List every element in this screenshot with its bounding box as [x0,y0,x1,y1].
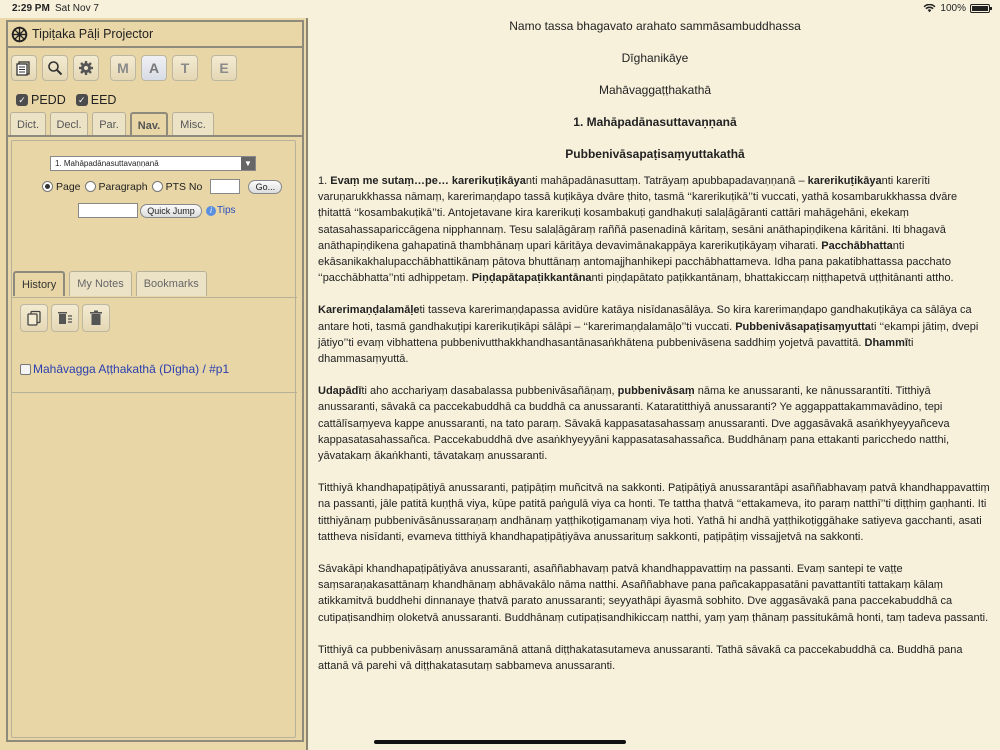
status-bar [0,0,1000,18]
delete-all-button[interactable] [82,304,110,332]
doc-paragraph-6: Titthiyā ca pubbenivāsaṃ anussaramānā attanā diṭṭhakatasutameva anussaranti. Tathā sāvakā ca paccekabuddhā ca. Buddhā pana attanā vā parehi vā diṭṭhakatasutaṃ sabbameva anussaranti. [318,643,963,673]
trash-icon [88,310,104,326]
doc-heading-1: Dīghanikāye [621,51,689,65]
para-bold: Pacchābhatta [821,239,893,252]
para-bold: Evaṃ me sutaṃ…pe… karerikuṭikāya [330,175,526,187]
radio-paragraph-label: Paragraph [98,180,148,193]
radio-pts-label: PTS No [165,180,203,193]
search-button[interactable] [42,55,68,81]
go-button[interactable]: Go... [248,180,282,194]
sutta-select-value: 1. Mahāpadānasuttavaṇṇanā [55,159,159,168]
status-time: 2:29 PM [12,3,50,14]
tab-decl[interactable]: Decl. [50,112,88,136]
para-text: 1. [318,175,331,187]
sidebar [0,18,308,750]
tab-nav[interactable]: Nav. [130,112,168,137]
tab-my-notes[interactable]: My Notes [69,271,131,296]
nav-panel [8,135,302,742]
quick-jump-input[interactable] [78,203,138,218]
check-icon: ✓ [76,94,88,106]
doc-heading-3: 1. Mahāpadānasuttavaṇṇanā [573,115,737,129]
para-text: ti tasseva karerimaṇḍapassa avidūre katāya nisīdanasālāya. So kira karerimaṇḍapo gandhakuṭikāya ca sālāya ca antare hoti, tasmā gandhakuṭipi karerikuṭikāpi sālāpi – ‘‘karerimaṇḍalamāḷo’’ti vuccati. [318,304,972,333]
para-text: ti dhammasaṃyuttā. [318,336,914,366]
gear-icon [78,60,94,76]
para-text: nāma ke anussaranti, ke nānussarantīti. Titthiyā anussaranti, sāvakā ca paccekabuddhā ca buddhā ca anussaranti. Kataratitthiyā anussaranti? Ye aggappattakammavādino, tepi cattālīsaṃyeva kappe anussaranti, na tato paraṃ. Sāvakā kappasatasahassaṃ anussaranti. Dve aggasāvakā asaṅkhyeyyañceva kappasatasahassañca. Paccekabuddhā dve asaṅkhyeyyāni kappasatasahassañca. Buddhānaṃ pana ettakanti paricchedo natthi, yāvatakaṃ ākaṅkhanti, tāvatakaṃ anussaranti. [318,385,950,463]
pedd-checkbox[interactable] [16,93,66,107]
history-item[interactable] [20,362,229,376]
para-text: nti mahāpadānasuttaṃ. Tatrāyaṃ apubbapadavaṇṇanā – [525,175,808,187]
info-icon: i [206,206,216,216]
status-right [923,3,990,14]
tab-misc[interactable]: Misc. [172,112,214,136]
tips-label: Tips [217,205,236,216]
copy-icon [26,310,42,326]
history-toolbar [20,304,110,332]
radio-page[interactable] [42,181,53,192]
script-m-button[interactable]: M [110,55,136,81]
doc-paragraph-3 [310,383,1000,464]
battery-fill [972,6,988,11]
para-bold: Karerimaṇḍalamāḷe [318,304,420,317]
tab-bookmarks[interactable]: Bookmarks [136,271,207,296]
doc-heading-4: Pubbenivāsapaṭisaṃyuttakathā [565,147,745,161]
para-text: nti ekāsanikakhalupacchābhattikānaṃ pātova bhuttānaṃ antomajjhanhikepi pacchābhattameva. Idha pana pakatibhattassa pacchato ‘‘pacchābhatta’’nti adhippetaṃ. [318,239,951,285]
doc-paragraph-2 [310,302,1000,367]
nav-box [11,140,296,738]
para-bold: karerikuṭikāya [807,175,882,187]
para-bold: pubbenivāsaṃ [617,385,695,398]
para-text: nti karerīti varuṇarukkhassa nāmaṃ, karerimaṇḍapo tassā kuṭikāya dvāre ṭhito, tasmā ‘‘karerikuṭikā’’ti vuccati, yathā kosambarukkhassa dvāre ṭhitattā ‘‘kosambakuṭikā’’ti. Antojetavane kira karerikuṭi kosambakuṭi gandhakuṭi salaḷāgāranti cattāri mahāgehāni, ekekaṃ satasahassapariccāgena nipphannaṃ. Tesu salaḷāgāraṃ raññā pasenadinā kāritaṃ, sesāni anāthapiṇḍikena kāritāni. Iti bhagavā anāthapiṇḍikena gahapatinā thambhānaṃ upari kāritāya devavimānakappāya karerikuṭikāyaṃ viharati. [318,175,958,252]
para-bold: Dhammī [864,336,908,349]
tab-dict[interactable]: Dict. [10,112,46,136]
radio-paragraph[interactable] [85,181,96,192]
status-date: Sat Nov 7 [55,3,99,14]
app-titlebar [8,22,302,48]
script-a-button[interactable]: A [141,55,167,81]
trash-list-icon [57,310,73,326]
para-bold: Udapādī [318,385,362,398]
sidebar-frame [6,20,304,742]
doc-paragraph-4: Titthiyā khandhapaṭipāṭiyā anussaranti, paṭipāṭiṃ muñcitvā na sakkonti. Paṭipāṭiyā anussarantāpi asaññabhavaṃ patvā khandhappavattiṃ na passanti, jāle patitā kuṇṭhā viya, kūpe patitā paṅgulā viya ca honti. Te tattha ṭhatvā ‘‘ettakameva, ito paraṃ natthī’’ti diṭṭhiṃ gaṇhanti. Iti titthiyānaṃ pubbenivāsānussaraṇaṃ andhānaṃ yaṭṭhikoṭigamanaṃ viya hoti. Yathā hi andhā yaṭṭhikoṭiggāhake satiyeva gacchanti, asati tattheva nisīdanti, evameva titthiyā khandhapaṭipāṭiyāva anussarituṃ sakkonti, paṭipāṭiṃ vissajjetvā na sakkonti. [318,482,990,543]
check-icon: ✓ [16,94,28,106]
doc-paragraph-1 [310,173,1000,286]
books-button[interactable] [11,55,37,81]
pedd-label: PEDD [31,93,66,107]
chevron-down-icon: ▼ [241,157,255,170]
para-bold: Pubbenivāsapaṭisaṃyutta [735,320,871,333]
quick-jump-row [78,203,236,218]
page-number-input[interactable] [210,179,240,194]
eed-checkbox[interactable] [76,93,117,107]
home-indicator[interactable] [374,740,626,744]
history-panel [12,297,297,393]
history-item-checkbox[interactable] [20,364,31,375]
books-icon [16,60,32,76]
history-item-text[interactable]: Mahāvagga Aṭṭhakathā (Dīgha) / #p1 [33,362,230,376]
search-icon [47,60,63,76]
document-view [310,18,1000,750]
dictionary-checks [16,93,116,107]
app-title: Tipiṭaka Pāḷi Projector [32,27,154,41]
script-t-button[interactable]: T [172,55,198,81]
tips-link[interactable] [206,205,236,216]
toolbar [11,55,242,81]
dharma-wheel-icon [11,26,28,43]
script-e-button[interactable]: E [211,55,237,81]
doc-paragraph-5: Sāvakāpi khandhapaṭipāṭiyāva anussaranti, asaññabhavaṃ patvā khandhappavattiṃ na passanti. Evaṃ santepi te vaṭṭe saṃsaraṇakasattānaṃ khandhānaṃ abhāvakālo nāma natthi. Asaññabhave pana pañcakappasatāni pavattantīti tattakaṃ kālaṃ atikkamitvā buddhehi dinnanaye ṭhatvā parato anussaranti; seyyathāpi āyasmā sobhito. Dve aggasāvakā pana paccekabuddhā ca cutipaṭisandhiṃ oloketvā anussaranti. Buddhānaṃ cutipaṭisandhikiccaṃ natthi, yaṃ yaṃ ṭhānaṃ passitukāmā honti, taṃ tadeva passanti. [318,563,989,624]
tab-par[interactable]: Par. [92,112,126,136]
para-text: ti aho acchariyaṃ dasabalassa pubbenivāsañāṇaṃ, [361,385,618,398]
wifi-icon [923,4,936,13]
sidebar-tabs [10,112,214,137]
settings-button[interactable] [73,55,99,81]
doc-invocation: Namo tassa bhagavato arahato sammāsambuddhassa [509,19,801,33]
doc-heading-2: Mahāvaggaṭṭhakathā [598,83,712,97]
history-tabs [13,271,207,296]
toolbar-spacer-2 [203,55,211,81]
para-text: ti ‘‘ekampi jātiṃ, dvepi jātiyo’’ti evaṃ vibhattena pubbenivutthakkhandhasantānasaṅkhātena pubbenivāsena saddhiṃ yojetvā pavattitā. [318,320,979,349]
battery-icon [970,4,990,13]
tab-history[interactable]: History [13,271,65,296]
jump-mode-radios [42,179,282,194]
sutta-select[interactable] [50,156,256,171]
para-bold: Piṇḍapātapaṭikkantāna [471,272,592,285]
quick-jump-button[interactable]: Quick Jump [140,204,202,218]
radio-page-label: Page [56,180,81,193]
battery-percent: 100% [940,3,966,14]
radio-pts[interactable] [152,181,163,192]
copy-button[interactable] [20,304,48,332]
para-text: nti piṇḍapātato paṭikkantānaṃ, bhattakiccaṃ niṭṭhapetvā uṭṭhitānanti attho. [591,272,954,285]
eed-label: EED [90,93,117,107]
delete-selected-button[interactable] [51,304,79,332]
